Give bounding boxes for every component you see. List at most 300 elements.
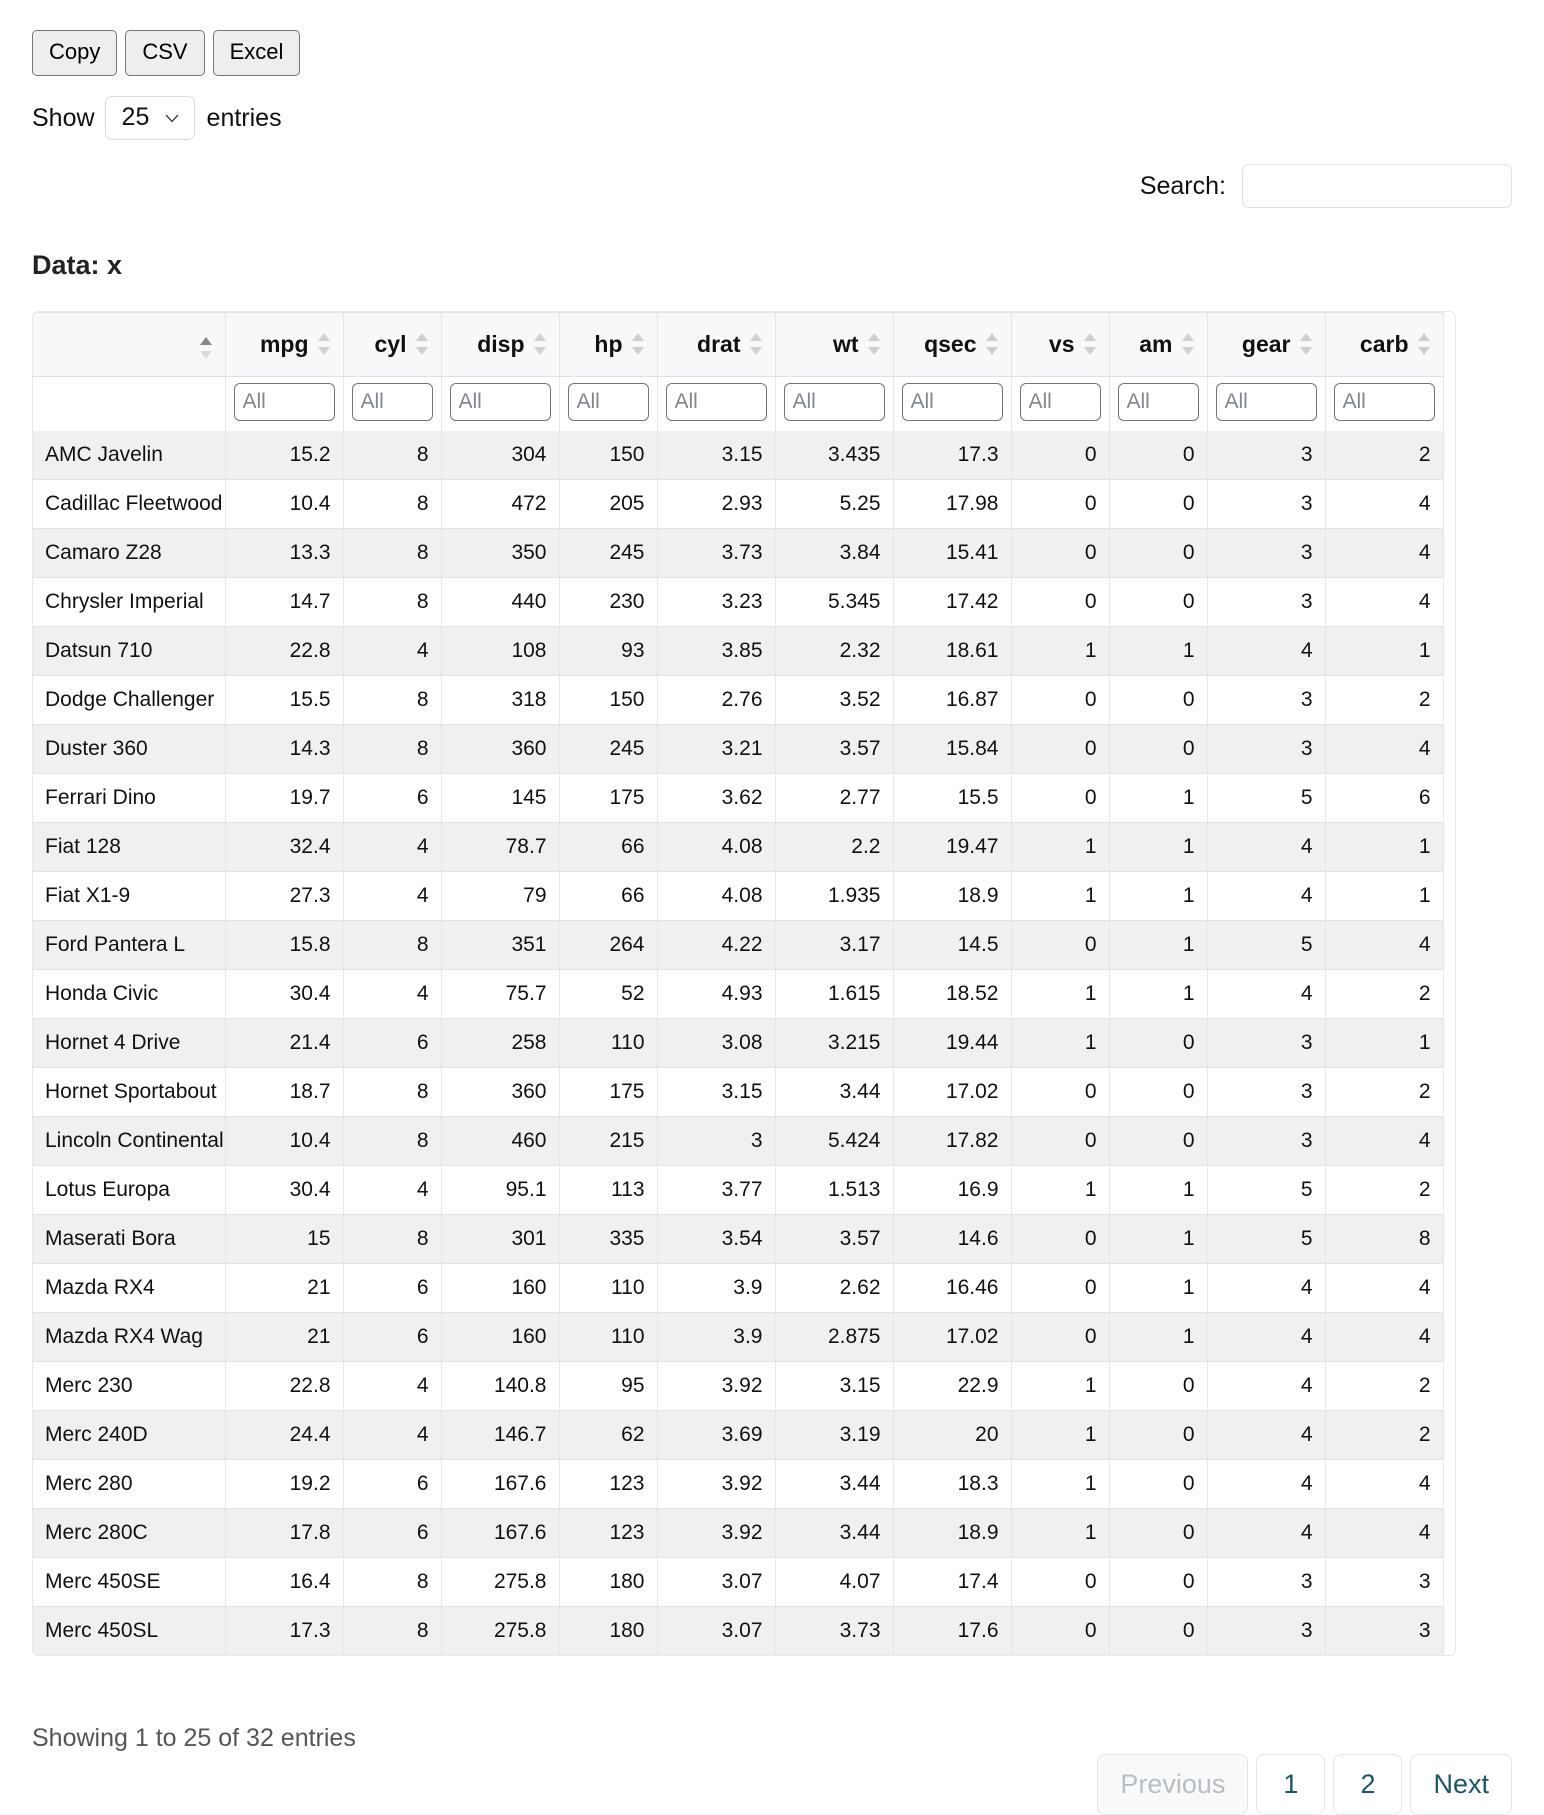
column-header-drat[interactable] xyxy=(657,313,775,377)
table-cell: 3.92 xyxy=(657,1509,775,1558)
table-cell: 6 xyxy=(343,1509,441,1558)
table-cell: 3 xyxy=(1207,1068,1325,1117)
table-cell: 3 xyxy=(1207,578,1325,627)
table-cell: 1 xyxy=(1011,970,1109,1019)
table-cell: 6 xyxy=(343,1019,441,1068)
pagination-next[interactable]: Next xyxy=(1410,1754,1512,1815)
data-table xyxy=(33,312,1444,1655)
column-filter-cell xyxy=(1207,377,1325,432)
table-cell: 4 xyxy=(1325,1264,1443,1313)
table-scroll-container[interactable] xyxy=(32,311,1456,1656)
table-cell: 1 xyxy=(1011,1460,1109,1509)
sort-arrows-icon[interactable] xyxy=(750,331,763,357)
column-header-content xyxy=(1139,331,1194,358)
table-cell: 18.9 xyxy=(893,872,1011,921)
table-cell: 78.7 xyxy=(441,823,559,872)
table-cell: 0 xyxy=(1109,1509,1207,1558)
export-buttons-group xyxy=(32,0,1512,76)
table-cell: 4 xyxy=(343,872,441,921)
search-filter xyxy=(32,164,1512,208)
table-cell: 6 xyxy=(343,1460,441,1509)
table-row[interactable] xyxy=(33,529,1443,578)
table-cell: 18.3 xyxy=(893,1460,1011,1509)
row-label-cell: Cadillac Fleetwood xyxy=(33,480,225,529)
column-filter-cell xyxy=(343,377,441,432)
table-cell: 160 xyxy=(441,1313,559,1362)
column-filter-input-carb[interactable] xyxy=(1334,383,1435,421)
table-cell: 3 xyxy=(1325,1607,1443,1656)
table-cell: 21 xyxy=(225,1313,343,1362)
table-cell: 3.85 xyxy=(657,627,775,676)
table-cell: 167.6 xyxy=(441,1460,559,1509)
table-cell: 8 xyxy=(343,1558,441,1607)
table-cell: 6 xyxy=(343,1313,441,1362)
row-label-cell: Duster 360 xyxy=(33,725,225,774)
table-row[interactable] xyxy=(33,1264,1443,1313)
table-cell: 0 xyxy=(1011,529,1109,578)
table-cell: 0 xyxy=(1011,725,1109,774)
table-cell: 3.15 xyxy=(775,1362,893,1411)
table-cell: 18.7 xyxy=(225,1068,343,1117)
table-cell: 15.41 xyxy=(893,529,1011,578)
column-header-content xyxy=(375,331,429,358)
table-cell: 123 xyxy=(559,1460,657,1509)
table-cell: 2 xyxy=(1325,1362,1443,1411)
table-cell: 264 xyxy=(559,921,657,970)
table-cell: 2.875 xyxy=(775,1313,893,1362)
header-row xyxy=(33,313,1443,377)
column-header-qsec[interactable] xyxy=(893,313,1011,377)
sort-arrows-icon[interactable] xyxy=(986,331,999,357)
column-header-rowname[interactable] xyxy=(33,313,225,377)
table-cell: 0 xyxy=(1109,1362,1207,1411)
table-cell: 79 xyxy=(441,872,559,921)
table-cell: 1 xyxy=(1011,1411,1109,1460)
table-cell: 4.08 xyxy=(657,823,775,872)
length-menu-prefix-label: Show xyxy=(32,103,95,132)
table-cell: 2 xyxy=(1325,431,1443,480)
table-cell: 3.77 xyxy=(657,1166,775,1215)
row-label-cell: Merc 450SL xyxy=(33,1607,225,1656)
table-row[interactable] xyxy=(33,1607,1443,1656)
sort-arrows-icon[interactable] xyxy=(416,331,429,357)
table-cell: 0 xyxy=(1011,1117,1109,1166)
table-cell: 8 xyxy=(343,725,441,774)
table-cell: 3.57 xyxy=(775,1215,893,1264)
table-cell: 22.9 xyxy=(893,1362,1011,1411)
table-cell: 20 xyxy=(893,1411,1011,1460)
table-cell: 4 xyxy=(343,970,441,1019)
table-cell: 318 xyxy=(441,676,559,725)
table-cell: 4 xyxy=(1207,1509,1325,1558)
table-cell: 4 xyxy=(1325,1313,1443,1362)
table-cell: 2.93 xyxy=(657,480,775,529)
table-cell: 3.07 xyxy=(657,1558,775,1607)
table-cell: 180 xyxy=(559,1558,657,1607)
table-cell: 4 xyxy=(1207,1460,1325,1509)
table-cell: 3.215 xyxy=(775,1019,893,1068)
table-cell: 0 xyxy=(1109,1460,1207,1509)
table-cell: 145 xyxy=(441,774,559,823)
table-cell: 19.44 xyxy=(893,1019,1011,1068)
column-filter-input-hp[interactable] xyxy=(568,383,649,421)
column-header-hp[interactable] xyxy=(559,313,657,377)
table-row[interactable] xyxy=(33,1166,1443,1215)
table-cell: 21.4 xyxy=(225,1019,343,1068)
table-cell: 0 xyxy=(1109,676,1207,725)
table-cell: 245 xyxy=(559,529,657,578)
table-cell: 2.32 xyxy=(775,627,893,676)
sort-arrows-icon[interactable] xyxy=(1300,331,1313,357)
table-cell: 8 xyxy=(343,1607,441,1656)
sort-arrows-icon[interactable] xyxy=(632,331,645,357)
row-label-cell: Lincoln Continental xyxy=(33,1117,225,1166)
table-cell: 3.44 xyxy=(775,1509,893,1558)
table-cell: 0 xyxy=(1011,480,1109,529)
table-cell: 1 xyxy=(1109,774,1207,823)
column-header-label: wt xyxy=(832,330,859,357)
row-label-cell: Merc 280C xyxy=(33,1509,225,1558)
table-cell: 15.8 xyxy=(225,921,343,970)
table-cell: 8 xyxy=(343,578,441,627)
column-filter-input-vs[interactable] xyxy=(1020,383,1101,421)
row-label-cell: Hornet Sportabout xyxy=(33,1068,225,1117)
table-cell: 8 xyxy=(343,1117,441,1166)
table-cell: 4.08 xyxy=(657,872,775,921)
table-cell: 4 xyxy=(1325,578,1443,627)
page-title: Data: x xyxy=(32,250,123,280)
table-cell: 1 xyxy=(1109,1313,1207,1362)
table-cell: 0 xyxy=(1109,1607,1207,1656)
table-cell: 3.08 xyxy=(657,1019,775,1068)
row-label-cell: Camaro Z28 xyxy=(33,529,225,578)
table-cell: 1 xyxy=(1325,872,1443,921)
table-cell: 3 xyxy=(1207,480,1325,529)
table-cell: 150 xyxy=(559,676,657,725)
column-header-wt[interactable] xyxy=(775,313,893,377)
row-label-cell: Dodge Challenger xyxy=(33,676,225,725)
column-filter-input-qsec[interactable] xyxy=(902,383,1003,421)
table-cell: 3.9 xyxy=(657,1313,775,1362)
column-header-label: vs xyxy=(1048,330,1075,357)
table-row[interactable] xyxy=(33,1215,1443,1264)
sort-arrows-icon[interactable] xyxy=(1418,331,1431,357)
pagination xyxy=(1097,1754,1512,1815)
table-cell: 3 xyxy=(1207,529,1325,578)
table-cell: 10.4 xyxy=(225,1117,343,1166)
pagination-page-1[interactable]: 1 xyxy=(1256,1754,1325,1815)
table-row[interactable] xyxy=(33,431,1443,480)
table-cell: 1 xyxy=(1109,1264,1207,1313)
column-header-vs[interactable] xyxy=(1011,313,1109,377)
column-filter-cell xyxy=(1011,377,1109,432)
table-cell: 1 xyxy=(1109,872,1207,921)
table-cell: 304 xyxy=(441,431,559,480)
table-cell: 3.07 xyxy=(657,1607,775,1656)
table-row[interactable] xyxy=(33,970,1443,1019)
length-menu-suffix-label: entries xyxy=(206,103,282,132)
table-cell: 21 xyxy=(225,1264,343,1313)
column-header-label: am xyxy=(1139,330,1173,357)
table-cell: 15.5 xyxy=(225,676,343,725)
column-filter-input-disp[interactable] xyxy=(450,383,551,421)
column-header-carb[interactable] xyxy=(1325,313,1443,377)
row-label-cell: Lotus Europa xyxy=(33,1166,225,1215)
table-cell: 17.98 xyxy=(893,480,1011,529)
table-cell: 4 xyxy=(1207,1411,1325,1460)
row-label-cell: Maserati Bora xyxy=(33,1215,225,1264)
sort-arrows-icon[interactable] xyxy=(1084,331,1097,357)
table-cell: 5.345 xyxy=(775,578,893,627)
column-header-am[interactable] xyxy=(1109,313,1207,377)
table-cell: 19.47 xyxy=(893,823,1011,872)
table-row[interactable] xyxy=(33,872,1443,921)
column-header-content xyxy=(1049,331,1097,358)
column-filter-cell xyxy=(657,377,775,432)
table-cell: 8 xyxy=(1325,1215,1443,1264)
column-filter-input-drat[interactable] xyxy=(666,383,767,421)
pagination-page-2[interactable]: 2 xyxy=(1333,1754,1402,1815)
table-cell: 4 xyxy=(1325,480,1443,529)
row-label-cell: Merc 450SE xyxy=(33,1558,225,1607)
table-cell: 3.54 xyxy=(657,1215,775,1264)
column-filter-input-mpg[interactable] xyxy=(234,383,335,421)
table-cell: 0 xyxy=(1109,1117,1207,1166)
table-cell: 4 xyxy=(1207,1264,1325,1313)
table-cell: 4 xyxy=(1325,1117,1443,1166)
table-cell: 17.8 xyxy=(225,1509,343,1558)
table-cell: 10.4 xyxy=(225,480,343,529)
search-input[interactable] xyxy=(1242,164,1512,208)
table-cell: 3.9 xyxy=(657,1264,775,1313)
table-cell: 3.84 xyxy=(775,529,893,578)
column-filter-cell xyxy=(893,377,1011,432)
table-cell: 62 xyxy=(559,1411,657,1460)
table-cell: 15.2 xyxy=(225,431,343,480)
table-cell: 1 xyxy=(1011,823,1109,872)
column-header-content xyxy=(924,331,998,358)
excel-button[interactable]: Excel xyxy=(213,30,301,76)
table-row[interactable] xyxy=(33,480,1443,529)
column-header-content xyxy=(697,331,762,358)
column-header-gear[interactable] xyxy=(1207,313,1325,377)
table-cell: 17.02 xyxy=(893,1313,1011,1362)
table-cell: 0 xyxy=(1109,529,1207,578)
table-cell: 66 xyxy=(559,823,657,872)
table-cell: 8 xyxy=(343,921,441,970)
column-filter-cell xyxy=(1109,377,1207,432)
table-cell: 8 xyxy=(343,1215,441,1264)
table-cell: 17.82 xyxy=(893,1117,1011,1166)
table-cell: 19.2 xyxy=(225,1460,343,1509)
table-cell: 108 xyxy=(441,627,559,676)
table-row[interactable] xyxy=(33,1068,1443,1117)
table-cell: 3.92 xyxy=(657,1460,775,1509)
table-row[interactable] xyxy=(33,921,1443,970)
table-cell: 30.4 xyxy=(225,1166,343,1215)
table-body xyxy=(33,431,1443,1655)
table-cell: 95.1 xyxy=(441,1166,559,1215)
table-row[interactable] xyxy=(33,1313,1443,1362)
table-cell: 19.7 xyxy=(225,774,343,823)
table-cell: 160 xyxy=(441,1264,559,1313)
row-label-cell: Hornet 4 Drive xyxy=(33,1019,225,1068)
table-cell: 4.93 xyxy=(657,970,775,1019)
sort-arrows-icon[interactable] xyxy=(1182,331,1195,357)
table-cell: 18.52 xyxy=(893,970,1011,1019)
table-cell: 2.2 xyxy=(775,823,893,872)
table-cell: 1 xyxy=(1109,921,1207,970)
entries-select[interactable] xyxy=(105,96,195,140)
table-cell: 360 xyxy=(441,1068,559,1117)
column-header-label: hp xyxy=(594,330,623,357)
table-row[interactable] xyxy=(33,676,1443,725)
table-cell: 17.4 xyxy=(893,1558,1011,1607)
table-cell: 95 xyxy=(559,1362,657,1411)
column-filter-cell xyxy=(775,377,893,432)
table-cell: 0 xyxy=(1109,1558,1207,1607)
table-cell: 2 xyxy=(1325,1068,1443,1117)
table-row[interactable] xyxy=(33,1411,1443,1460)
column-header-content xyxy=(1360,331,1431,358)
column-filter-cell xyxy=(33,377,225,432)
table-cell: 0 xyxy=(1011,1068,1109,1117)
table-row[interactable] xyxy=(33,1558,1443,1607)
table-cell: 0 xyxy=(1011,1313,1109,1362)
table-cell: 6 xyxy=(1325,774,1443,823)
table-cell: 4 xyxy=(1207,1313,1325,1362)
table-cell: 146.7 xyxy=(441,1411,559,1460)
column-header-mpg[interactable] xyxy=(225,313,343,377)
table-cell: 0 xyxy=(1109,1411,1207,1460)
sort-arrows-icon[interactable] xyxy=(868,331,881,357)
table-cell: 3.44 xyxy=(775,1068,893,1117)
table-row[interactable] xyxy=(33,627,1443,676)
table-head xyxy=(33,313,1443,432)
table-cell: 0 xyxy=(1109,578,1207,627)
table-cell: 1 xyxy=(1109,627,1207,676)
sort-arrows-icon[interactable] xyxy=(318,331,331,357)
table-row[interactable] xyxy=(33,1362,1443,1411)
column-header-content xyxy=(191,335,213,361)
table-cell: 3.44 xyxy=(775,1460,893,1509)
table-row[interactable] xyxy=(33,823,1443,872)
table-cell: 14.6 xyxy=(893,1215,1011,1264)
sort-arrows-icon[interactable] xyxy=(534,331,547,357)
sort-arrows-icon[interactable] xyxy=(200,335,213,361)
table-cell: 3 xyxy=(657,1117,775,1166)
table-cell: 2 xyxy=(1325,970,1443,1019)
table-cell: 275.8 xyxy=(441,1607,559,1656)
table-cell: 5 xyxy=(1207,1166,1325,1215)
table-cell: 3 xyxy=(1207,725,1325,774)
table-row[interactable] xyxy=(33,774,1443,823)
column-filter-input-cyl[interactable] xyxy=(352,383,433,421)
table-cell: 3.52 xyxy=(775,676,893,725)
csv-button[interactable]: CSV xyxy=(125,30,204,76)
table-cell: 4 xyxy=(343,1362,441,1411)
table-cell: 16.87 xyxy=(893,676,1011,725)
table-cell: 14.3 xyxy=(225,725,343,774)
table-cell: 1 xyxy=(1325,627,1443,676)
table-cell: 3 xyxy=(1207,1019,1325,1068)
table-cell: 1 xyxy=(1011,1166,1109,1215)
table-cell: 1 xyxy=(1325,1019,1443,1068)
table-cell: 2.77 xyxy=(775,774,893,823)
column-filter-cell xyxy=(225,377,343,432)
table-cell: 27.3 xyxy=(225,872,343,921)
column-filter-cell xyxy=(441,377,559,432)
column-filter-input-gear[interactable] xyxy=(1216,383,1317,421)
table-row[interactable] xyxy=(33,1460,1443,1509)
row-label-cell: Merc 230 xyxy=(33,1362,225,1411)
table-cell: 0 xyxy=(1011,431,1109,480)
column-header-cyl[interactable] xyxy=(343,313,441,377)
table-cell: 3.17 xyxy=(775,921,893,970)
table-cell: 3.23 xyxy=(657,578,775,627)
column-header-disp[interactable] xyxy=(441,313,559,377)
table-cell: 215 xyxy=(559,1117,657,1166)
table-cell: 3.69 xyxy=(657,1411,775,1460)
table-cell: 1 xyxy=(1011,627,1109,676)
table-row[interactable] xyxy=(33,1509,1443,1558)
row-label-cell: Chrysler Imperial xyxy=(33,578,225,627)
table-cell: 2 xyxy=(1325,676,1443,725)
row-label-cell: Ford Pantera L xyxy=(33,921,225,970)
table-cell: 4 xyxy=(1325,529,1443,578)
pagination-previous: Previous xyxy=(1097,1754,1248,1815)
row-label-cell: Fiat 128 xyxy=(33,823,225,872)
table-cell: 3.62 xyxy=(657,774,775,823)
table-cell: 4 xyxy=(1207,1362,1325,1411)
table-cell: 75.7 xyxy=(441,970,559,1019)
table-cell: 32.4 xyxy=(225,823,343,872)
table-cell: 17.02 xyxy=(893,1068,1011,1117)
column-filter-row xyxy=(33,377,1443,432)
table-cell: 3.15 xyxy=(657,431,775,480)
column-filter-input-wt[interactable] xyxy=(784,383,885,421)
table-cell: 0 xyxy=(1011,676,1109,725)
table-cell: 2 xyxy=(1325,1166,1443,1215)
column-header-content xyxy=(1242,331,1313,358)
table-cell: 460 xyxy=(441,1117,559,1166)
table-cell: 175 xyxy=(559,774,657,823)
table-cell: 3 xyxy=(1325,1558,1443,1607)
row-label-cell: Datsun 710 xyxy=(33,627,225,676)
table-cell: 17.3 xyxy=(225,1607,343,1656)
column-filter-input-am[interactable] xyxy=(1118,383,1199,421)
table-cell: 13.3 xyxy=(225,529,343,578)
table-cell: 4 xyxy=(1207,627,1325,676)
table-cell: 3.19 xyxy=(775,1411,893,1460)
table-row[interactable] xyxy=(33,578,1443,627)
table-cell: 8 xyxy=(343,676,441,725)
table-cell: 5 xyxy=(1207,921,1325,970)
table-cell: 0 xyxy=(1011,1607,1109,1656)
table-cell: 3 xyxy=(1207,1558,1325,1607)
table-row[interactable] xyxy=(33,725,1443,774)
copy-button[interactable]: Copy xyxy=(32,30,117,76)
table-cell: 22.8 xyxy=(225,627,343,676)
table-cell: 18.9 xyxy=(893,1509,1011,1558)
table-cell: 3.15 xyxy=(657,1068,775,1117)
table-cell: 3.73 xyxy=(775,1607,893,1656)
table-cell: 175 xyxy=(559,1068,657,1117)
column-header-label: gear xyxy=(1241,330,1291,357)
table-cell: 4 xyxy=(343,1166,441,1215)
table-row[interactable] xyxy=(33,1117,1443,1166)
table-row[interactable] xyxy=(33,1019,1443,1068)
